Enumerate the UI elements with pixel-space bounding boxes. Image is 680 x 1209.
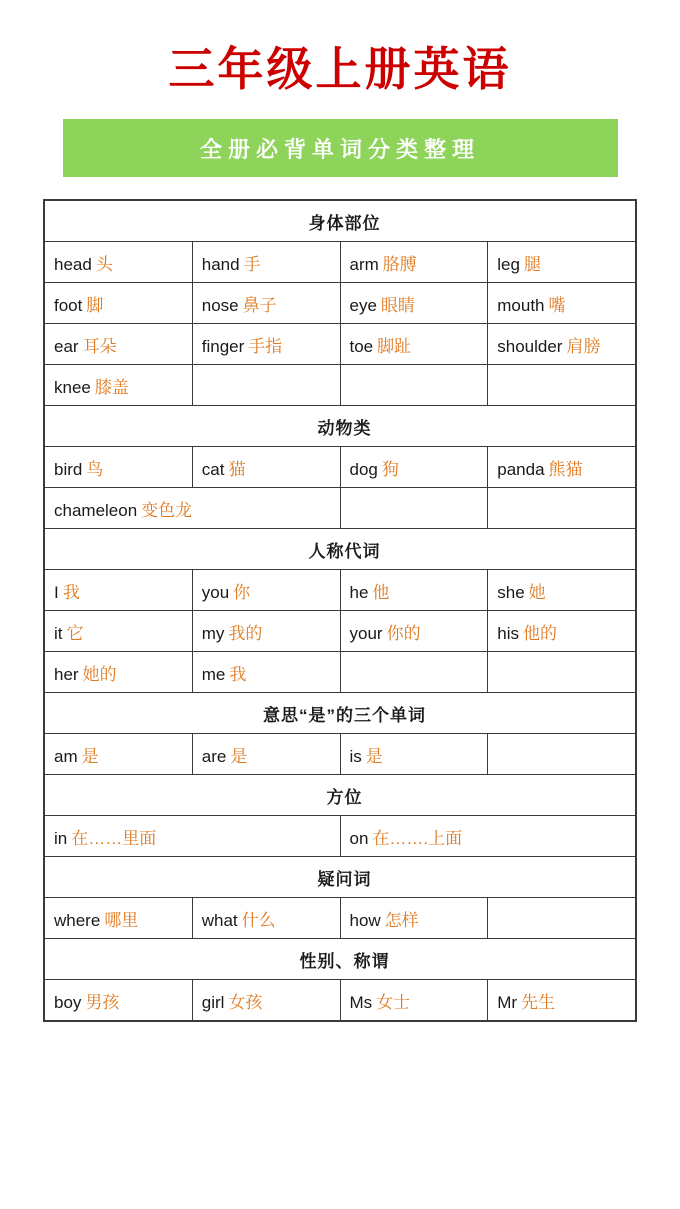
chinese-meaning: 肩膀 (566, 336, 601, 356)
vocab-cell (45, 898, 193, 939)
chinese-meaning: 在…….上面 (372, 828, 463, 848)
english-word: eye (349, 295, 377, 315)
vocab-cell (45, 980, 193, 1021)
vocab-cell (340, 570, 488, 611)
vocab-cell (340, 242, 488, 283)
english-word: Mr (497, 992, 518, 1012)
chinese-meaning: 膝盖 (94, 377, 129, 397)
vocab-cell (192, 283, 340, 324)
chinese-meaning: 女士 (376, 992, 411, 1012)
empty-cell (192, 365, 340, 406)
section-heading: 疑问词 (45, 857, 636, 898)
vocab-cell (192, 734, 340, 775)
section-header-row (45, 693, 636, 734)
english-word: ear (54, 336, 79, 356)
section-heading: 人称代词 (45, 529, 636, 570)
section-heading: 意思“是”的三个单词 (45, 693, 636, 734)
empty-cell (340, 488, 488, 529)
english-word: panda (497, 459, 545, 479)
vocab-cell (45, 652, 193, 693)
vocab-cell (340, 734, 488, 775)
vocab-cell (45, 283, 193, 324)
english-word: he (349, 582, 369, 602)
table-row (45, 898, 636, 939)
table-row (45, 734, 636, 775)
vocab-cell (340, 980, 488, 1021)
chinese-meaning: 她 (528, 582, 546, 602)
empty-cell (488, 734, 636, 775)
english-word: boy (54, 992, 82, 1012)
table-row (45, 816, 636, 857)
empty-cell (488, 898, 636, 939)
chinese-meaning: 它 (66, 623, 84, 643)
chinese-meaning: 耳朵 (82, 336, 117, 356)
section-header-row (45, 529, 636, 570)
chinese-meaning: 你的 (386, 623, 421, 643)
vocab-cell (45, 365, 193, 406)
empty-cell (488, 652, 636, 693)
vocab-cell (340, 283, 488, 324)
english-word: I (54, 582, 59, 602)
chinese-meaning: 他的 (522, 623, 557, 643)
vocab-cell (45, 570, 193, 611)
table-row (45, 447, 636, 488)
vocab-cell (192, 611, 340, 652)
english-word: shoulder (497, 336, 563, 356)
chinese-meaning: 我的 (228, 623, 263, 643)
vocab-cell (340, 324, 488, 365)
english-word: are (201, 746, 227, 766)
empty-cell (488, 488, 636, 529)
chinese-meaning: 在……里面 (71, 828, 157, 848)
section-header-row (45, 857, 636, 898)
english-word: what (201, 910, 238, 930)
english-word: her (54, 664, 79, 684)
english-word: toe (349, 336, 374, 356)
section-heading: 动物类 (45, 406, 636, 447)
vocab-cell (45, 734, 193, 775)
english-word: mouth (497, 295, 545, 315)
vocab-cell (488, 611, 636, 652)
vocab-cell (192, 242, 340, 283)
chinese-meaning: 嘴 (548, 295, 566, 315)
english-word: it (54, 623, 63, 643)
chinese-meaning: 猫 (228, 459, 246, 479)
vocab-cell (192, 324, 340, 365)
english-word: Ms (349, 992, 373, 1012)
chinese-meaning: 狗 (381, 459, 399, 479)
chinese-meaning: 头 (95, 254, 113, 274)
chinese-meaning: 我 (62, 582, 80, 602)
chinese-meaning: 鼻子 (242, 295, 277, 315)
chinese-meaning: 脚趾 (377, 336, 412, 356)
english-word: my (201, 623, 225, 643)
vocab-cell (340, 816, 636, 857)
empty-cell (488, 365, 636, 406)
chinese-meaning: 哪里 (104, 910, 139, 930)
chinese-meaning: 熊猫 (548, 459, 583, 479)
section-header-row (45, 939, 636, 980)
chinese-meaning: 鸟 (86, 459, 104, 479)
english-word: nose (201, 295, 239, 315)
chinese-meaning: 胳膊 (382, 254, 417, 274)
chinese-meaning: 男孩 (85, 992, 120, 1012)
table-row (45, 283, 636, 324)
chinese-meaning: 是 (81, 746, 99, 766)
section-heading: 性别、称谓 (45, 939, 636, 980)
vocab-cell (192, 447, 340, 488)
chinese-meaning: 我 (229, 664, 247, 684)
vocab-cell (45, 816, 341, 857)
section-heading: 方位 (45, 775, 636, 816)
vocab-cell (488, 570, 636, 611)
english-word: where (54, 910, 101, 930)
chinese-meaning: 你 (233, 582, 251, 602)
english-word: dog (349, 459, 378, 479)
english-word: cat (201, 459, 225, 479)
chinese-meaning: 怎样 (384, 910, 419, 930)
subtitle-text: 全册必背单词分类整理 (199, 136, 480, 162)
chinese-meaning: 脚 (86, 295, 104, 315)
vocab-cell (192, 898, 340, 939)
english-word: knee (54, 377, 91, 397)
chinese-meaning: 腿 (523, 254, 541, 274)
table-row (45, 242, 636, 283)
english-word: am (54, 746, 78, 766)
vocab-cell (45, 324, 193, 365)
vocabulary-table-wrapper (43, 199, 637, 1022)
english-word: in (54, 828, 68, 848)
vocab-cell (45, 611, 193, 652)
english-word: you (201, 582, 230, 602)
section-header-row (45, 775, 636, 816)
chinese-meaning: 手 (243, 254, 261, 274)
chinese-meaning: 手指 (248, 336, 283, 356)
vocab-cell (192, 652, 340, 693)
chinese-meaning: 是 (230, 746, 248, 766)
table-row (45, 324, 636, 365)
english-word: head (54, 254, 92, 274)
vocab-cell (340, 898, 488, 939)
chinese-meaning: 他 (372, 582, 390, 602)
table-row (45, 611, 636, 652)
chinese-meaning: 什么 (241, 910, 276, 930)
english-word: bird (54, 459, 83, 479)
vocab-cell (488, 447, 636, 488)
chinese-meaning: 变色龙 (141, 500, 193, 520)
vocabulary-table (44, 200, 636, 1021)
english-word: she (497, 582, 525, 602)
vocab-cell (45, 447, 193, 488)
english-word: arm (349, 254, 379, 274)
empty-cell (340, 652, 488, 693)
vocab-cell (488, 980, 636, 1021)
vocab-cell (488, 324, 636, 365)
english-word: leg (497, 254, 520, 274)
english-word: his (497, 623, 519, 643)
table-row (45, 365, 636, 406)
section-header-row (45, 406, 636, 447)
english-word: is (349, 746, 362, 766)
subtitle-banner (63, 119, 618, 177)
table-row (45, 980, 636, 1021)
vocab-cell (192, 570, 340, 611)
english-word: your (349, 623, 383, 643)
english-word: chameleon (54, 500, 138, 520)
table-row (45, 488, 636, 529)
english-word: hand (201, 254, 240, 274)
page-title: 三年级上册英语 (168, 44, 512, 95)
table-row (45, 570, 636, 611)
section-heading: 身体部位 (45, 201, 636, 242)
chinese-meaning: 她的 (82, 664, 117, 684)
english-word: me (201, 664, 226, 684)
chinese-meaning: 眼睛 (380, 295, 415, 315)
vocab-cell (488, 283, 636, 324)
section-header-row (45, 201, 636, 242)
english-word: finger (201, 336, 245, 356)
vocab-cell (45, 488, 341, 529)
english-word: how (349, 910, 381, 930)
english-word: on (349, 828, 369, 848)
vocab-cell (340, 447, 488, 488)
chinese-meaning: 女孩 (228, 992, 263, 1012)
chinese-meaning: 是 (365, 746, 383, 766)
empty-cell (340, 365, 488, 406)
vocab-cell (192, 980, 340, 1021)
vocab-cell (340, 611, 488, 652)
english-word: foot (54, 295, 83, 315)
table-row (45, 652, 636, 693)
vocab-cell (488, 242, 636, 283)
chinese-meaning: 先生 (521, 992, 556, 1012)
vocab-cell (45, 242, 193, 283)
english-word: girl (201, 992, 225, 1012)
